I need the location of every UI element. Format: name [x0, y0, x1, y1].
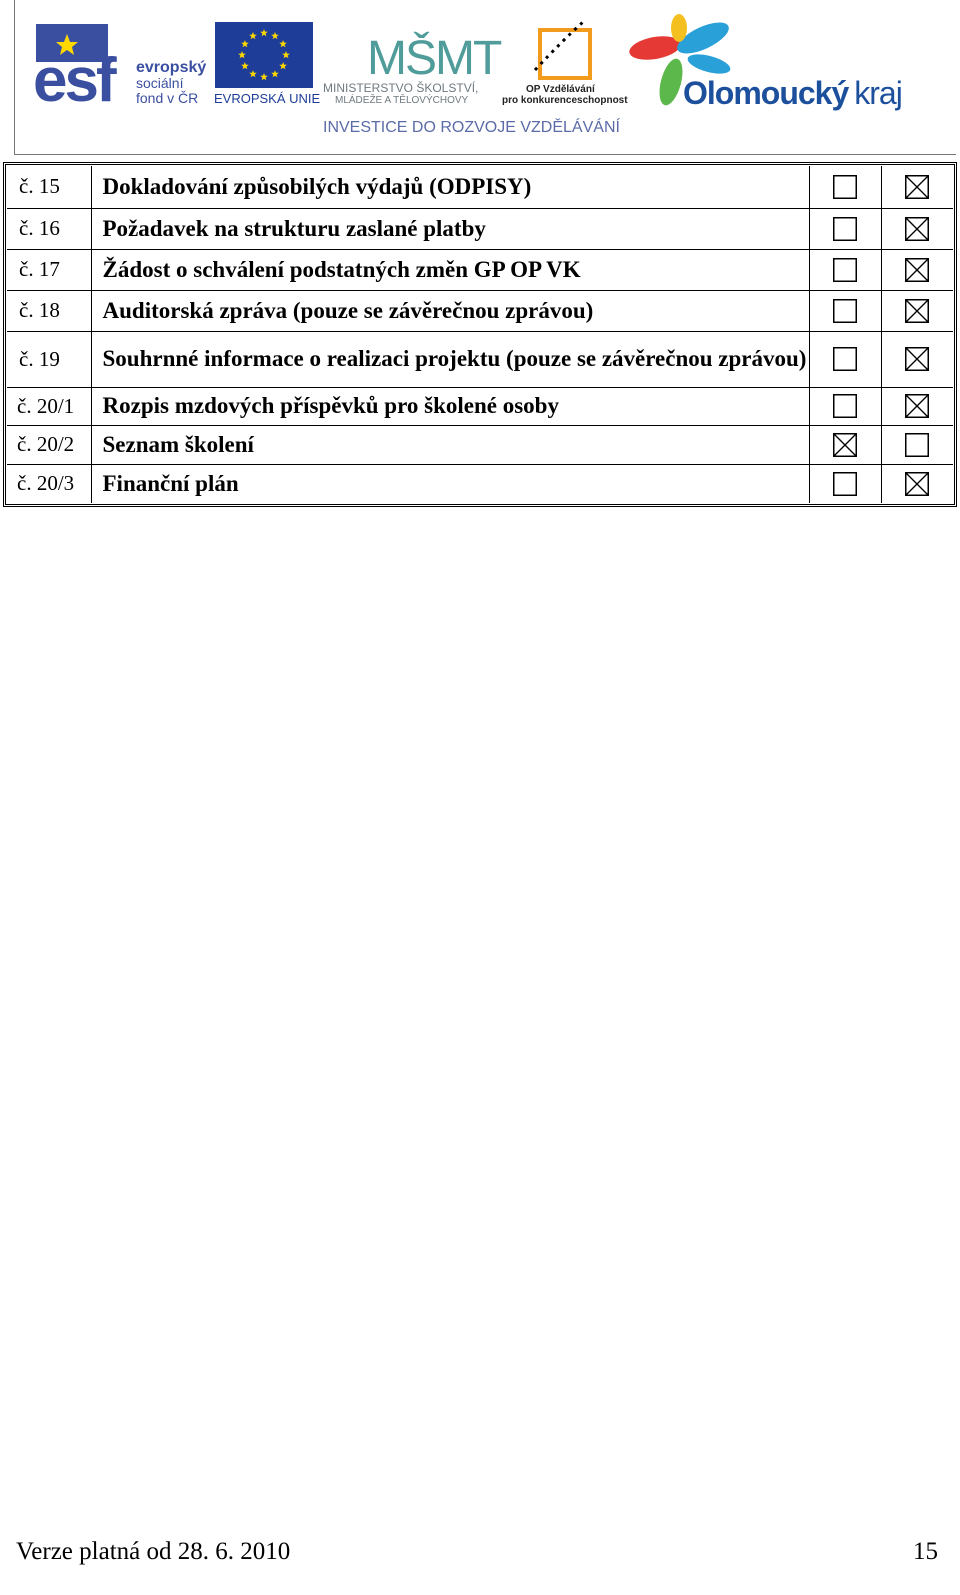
msmt-mark: MŠMT [367, 32, 501, 85]
table-row [7, 290, 953, 331]
petal-lightblue [686, 51, 733, 78]
checkbox-cell-1 [809, 249, 881, 290]
checkbox-cell-1 [809, 290, 881, 331]
empty-box-icon[interactable] [833, 394, 857, 418]
row-number: č. 16 [7, 208, 91, 249]
checkbox-cell-2 [881, 208, 953, 249]
eu-logo [214, 22, 321, 106]
esf-line3: fond v ČR [136, 90, 199, 106]
tagline: INVESTICE DO ROZVOJE VZDĚLÁVÁNÍ [323, 119, 620, 136]
row-description: Dokladování způsobilých výdajů (ODPISY) [91, 166, 809, 208]
esf-line1: evropský [136, 59, 207, 76]
row-number: č. 18 [7, 290, 91, 331]
checkbox-cell-2 [881, 290, 953, 331]
checkbox-cell-2 [881, 425, 953, 464]
olomoucky-name [683, 75, 902, 111]
checked-box-icon[interactable] [905, 394, 929, 418]
checkbox-cell-1 [809, 331, 881, 387]
row-number: č. 20/3 [7, 464, 91, 503]
checked-box-icon[interactable] [905, 258, 929, 282]
row-number: č. 19 [7, 331, 91, 387]
row-description: Auditorská zpráva (pouze se závěrečnou zprávou) [91, 290, 809, 331]
checkbox-cell-1 [809, 208, 881, 249]
msmt-logo [323, 31, 502, 106]
esf-mark: esf [33, 46, 114, 115]
checkbox-cell-2 [881, 387, 953, 425]
empty-box-icon[interactable] [905, 433, 929, 457]
attachments-table [3, 162, 957, 507]
row-number: č. 20/2 [7, 425, 91, 464]
attachments-grid [7, 166, 953, 503]
table-row [7, 425, 953, 464]
checkbox-cell-2 [881, 464, 953, 503]
version-note: Verze platná od 28. 6. 2010 [16, 1538, 291, 1565]
olomoucky-bold: Olomoucký [683, 75, 849, 111]
empty-box-icon[interactable] [833, 472, 857, 496]
row-description: Žádost o schválení podstatných změn GP OP VK [91, 249, 809, 290]
checked-box-icon[interactable] [905, 175, 929, 199]
empty-box-icon[interactable] [833, 217, 857, 241]
checkbox-cell-1 [809, 425, 881, 464]
checkbox-cell-1 [809, 166, 881, 208]
empty-box-icon[interactable] [833, 299, 857, 323]
checkbox-cell-1 [809, 387, 881, 425]
checked-box-icon[interactable] [905, 299, 929, 323]
table-row [7, 387, 953, 425]
empty-box-icon[interactable] [833, 347, 857, 371]
table-row [7, 208, 953, 249]
table-body [7, 166, 953, 503]
row-description: Souhrnné informace o realizaci projektu (pouze se závěrečnou zprávou) [91, 331, 809, 387]
table-row [7, 166, 953, 208]
row-description: Požadavek na strukturu zaslané platby [91, 208, 809, 249]
olomoucky-logo [627, 14, 901, 111]
row-number: č. 20/1 [7, 387, 91, 425]
row-description: Seznam školení [91, 425, 809, 464]
esf-logo [33, 24, 206, 115]
row-description: Rozpis mzdových příspěvků pro školené osoby [91, 387, 809, 425]
olomoucky-light: kraj [854, 75, 902, 111]
table-row [7, 249, 953, 290]
opvk-line1: OP Vzdělávání [526, 84, 595, 95]
checked-box-icon[interactable] [833, 433, 857, 457]
eu-caption: EVROPSKÁ UNIE [214, 91, 321, 106]
checkbox-cell-2 [881, 331, 953, 387]
msmt-line2: MLÁDEŽE A TĚLOVÝCHOVY [335, 95, 469, 106]
row-description: Finanční plán [91, 464, 809, 503]
checked-box-icon[interactable] [905, 347, 929, 371]
petal-yellow [671, 14, 687, 42]
checkbox-cell-1 [809, 464, 881, 503]
table-row [7, 331, 953, 387]
logo-band [15, 0, 957, 155]
table-row [7, 464, 953, 503]
opvk-frame [540, 30, 590, 78]
row-number: č. 15 [7, 166, 91, 208]
checkbox-cell-2 [881, 249, 953, 290]
empty-box-icon[interactable] [833, 175, 857, 199]
page-number: 15 [913, 1538, 938, 1565]
opvk-logo [502, 22, 628, 106]
page-footer [16, 1535, 938, 1569]
checkbox-cell-2 [881, 166, 953, 208]
msmt-line1: MINISTERSTVO ŠKOLSTVÍ, [323, 81, 479, 95]
opvk-line2: pro konkurenceschopnost [502, 95, 628, 106]
row-number: č. 17 [7, 249, 91, 290]
esf-line2: sociální [136, 75, 184, 91]
logo-header [14, 0, 956, 155]
empty-box-icon[interactable] [833, 258, 857, 282]
checked-box-icon[interactable] [905, 217, 929, 241]
checked-box-icon[interactable] [905, 472, 929, 496]
